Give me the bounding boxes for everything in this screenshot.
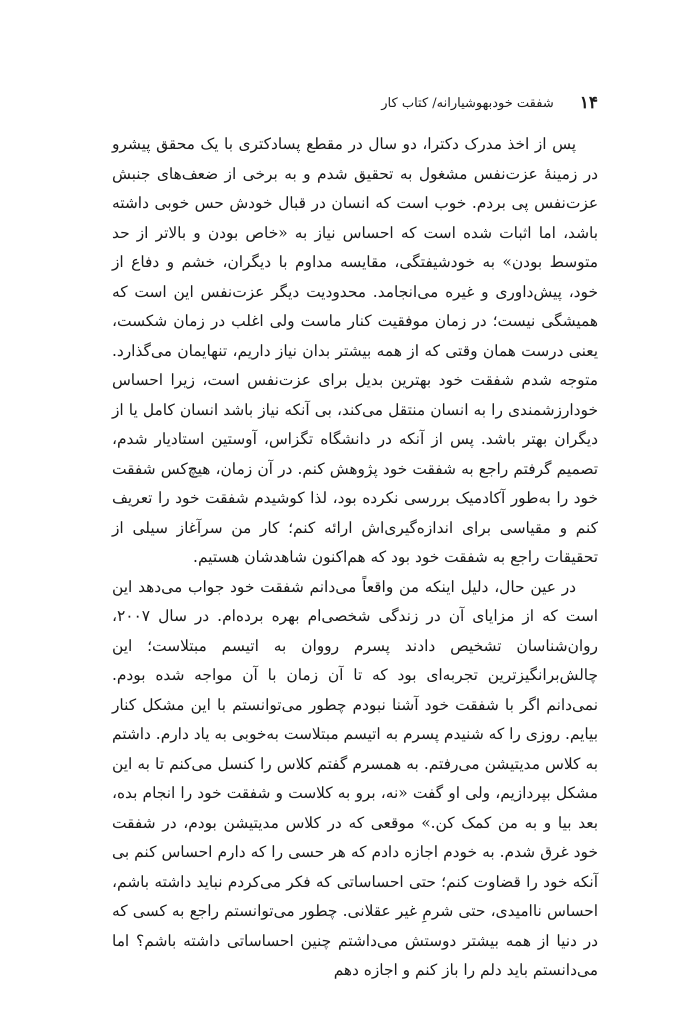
page-number: ۱۴ bbox=[579, 93, 598, 113]
book-title: شفقت خودبهوشیارانه/ کتاب کار bbox=[381, 95, 554, 111]
running-header bbox=[112, 92, 598, 114]
paragraph-2: در عین حال، دلیل اینکه من واقعاً می‌دانم شفقت خود جواب می‌دهد این است که از مزایای آن در زندگی شخصی‌ام بهره بردەام. در سال ۲۰۰۷، روان‌شناسان تشخیص دادند پسرم رووان به اتیسم مبتلاست؛ این چالش‌برانگیزترین تجربه‌ای بود که تا آن زمان با آن مواجه شده بودم. نمی‌دانم اگر با شفقت خود آشنا نبودم چطور می‌توانستم با این مشکل کنار بیایم. روزی را که شنیدم پسرم به اتیسم مبتلاست به‌خوبی به یاد دارم. داشتم به کلاس مدیتیشن می‌رفتم. به همسرم گفتم کلاس را کنسل می‌کنم تا به این مشکل بپردازیم، ولی او گفت «نه، برو به کلاست و شفقت خود را انجام بده، بعد بیا و به من کمک کن.» موقعی که در کلاس مدیتیشن بودم، در شفقت خود غرق شدم. به خودم اجازه دادم که هر حسی را که دارم احساس کنم بی آنکه خود را قضاوت کنم؛ حتی احساساتی که فکر می‌کردم نباید داشته باشم، احساس ناامیدی، حتی شرمِ غیر عقلانی. چطور می‌توانستم راجع به کسی که در دنیا از همه بیشتر دوستش می‌داشتم چنین احساساتی داشته باشم؟ اما می‌دانستم باید دلم را باز کنم و اجازه دهم bbox=[112, 577, 598, 979]
paragraph-1: پس از اخذ مدرک دکترا، دو سال در مقطع پسادکتری با یک محقق پیشرو در زمینهٔ عزت‌نفس مشغول به تحقیق شدم و به برخی از ضعف‌های جنبش عزت‌نفس پی بردم. خوب است که انسان در قبال خودش حس خوبی داشته باشد، اما اثبات شده است که احساس نیاز به «خاص بودن و بالاتر از حد متوسط بودن» به خودشیفتگی، مقایسه مداوم با دیگران، خشم و دفاع از خود، پیش‌داوری و غیره می‌انجامد. محدودیت دیگر عزت‌نفس این است که همیشگی نیست؛ در زمان موفقیت کنار ماست ولی اغلب در زمان شکست، یعنی درست همان وقتی که از همه بیشتر بدان نیاز داریم، تنهایمان می‌گذارد. متوجه شدم شفقت خود بهترین بدیل برای عزت‌نفس است، زیرا احساس خودارزشمندی را به انسان منتقل می‌کند، بی آنکه نیاز باشد انسان کامل یا از دیگران بهتر باشد. پس از آنکه در دانشگاه تگزاس، آوستین استادیار شدم، تصمیم گرفتم راجع به شفقت خود پژوهش کنم. در آن زمان، هیچ‌کس شفقت خود را به‌طور آکادمیک بررسی نکرده بود، لذا کوشیدم شفقت خود را تعریف کنم و مقیاسی برای اندازه‌گیری‌اش ارائه کنم؛ کار من سرآغاز سیلی از تحقیقات راجع به شفقت خود بود که هم‌اکنون شاهدشان هستیم. bbox=[112, 135, 598, 566]
body-text bbox=[112, 130, 598, 986]
